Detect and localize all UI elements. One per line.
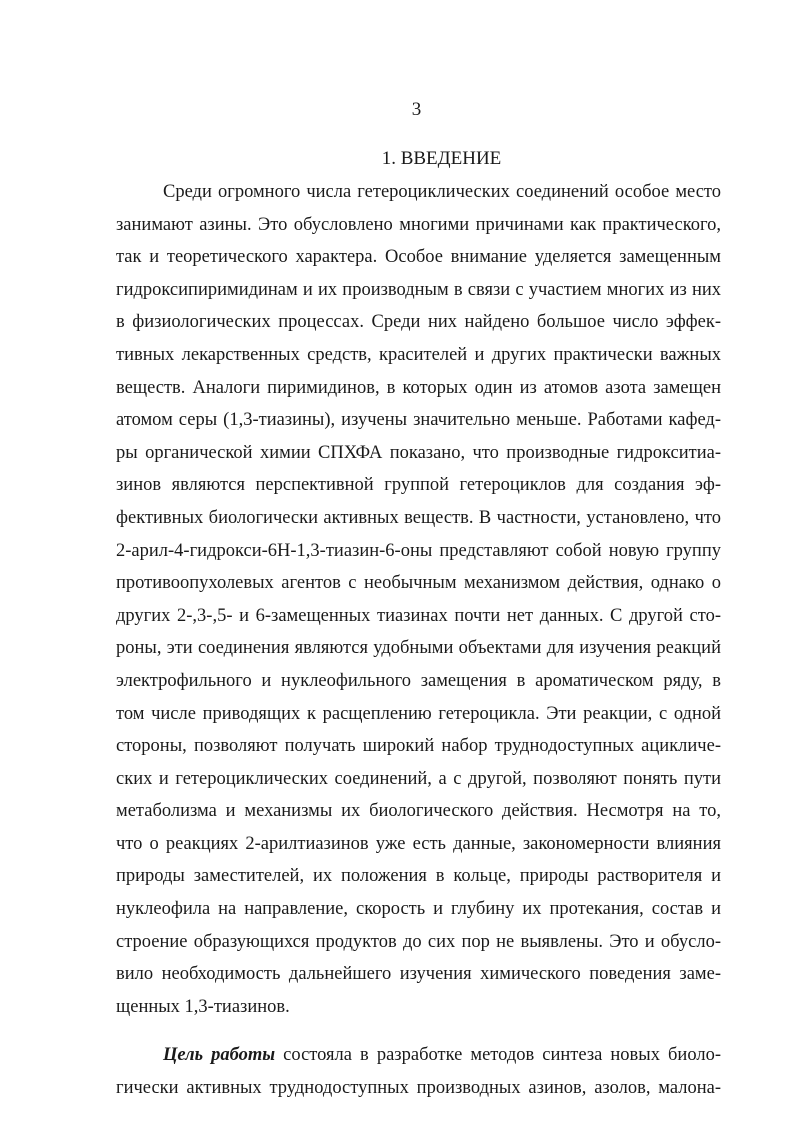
page-number: 3	[411, 99, 422, 120]
text-line: занимают азины. Это обусловлено многими причинами как практического,	[116, 214, 721, 235]
body-text	[116, 176, 721, 1105]
text-line: веществ. Аналоги пиримидинов, в которых один из атомов азота замещен	[116, 377, 721, 398]
text-line: природы заместителей, их положения в кольце, природы растворителя и	[116, 866, 721, 887]
text-line: так и теоретического характера. Особое внимание уделяется замещенным	[116, 247, 721, 268]
text-line: ских и гетероциклических соединений, а с другой, позволяют понять пути	[116, 768, 721, 789]
text-line: строение образующихся продуктов до сих пор не выявлены. Это и обусло-	[116, 931, 721, 952]
section-heading: 1. ВВЕДЕНИЕ	[381, 148, 502, 169]
text-line: метаболизма и механизмы их биологического действия. Несмотря на то,	[116, 801, 721, 822]
text-line: Среди огромного числа гетероциклических соединений особое место	[163, 182, 721, 202]
text-line: гидроксипиримидинам и их производным в связи с участием многих из них	[116, 279, 721, 300]
text-line: что о реакциях 2-арилтиазинов уже есть данные, закономерности влияния	[116, 833, 721, 854]
text-fragment: состояла в разработке методов синтеза новых биоло-	[275, 1045, 721, 1066]
goal-emphasis: Цель работы	[163, 1045, 276, 1066]
text-line: атомом серы (1,3-тиазины), изучены значительно меньше. Работами кафед-	[116, 410, 721, 431]
text-line: том числе приводящих к расщеплению гетероцикла. Эти реакции, с одной	[116, 703, 721, 724]
text-line: стороны, позволяют получать широкий набор труднодоступных ацикличе-	[116, 736, 721, 757]
text-line: в физиологических процессах. Среди них найдено большое число эффек-	[116, 312, 721, 333]
text-line: электрофильного и нуклеофильного замещения в ароматическом ряду, в	[116, 670, 721, 691]
text-line: вило необходимость дальнейшего изучения химического поведения заме-	[116, 964, 721, 985]
text-line	[116, 1039, 721, 1072]
text-line: зинов являются перспективной группой гетероциклов для создания эф-	[116, 475, 721, 496]
paragraph-gap	[116, 1023, 721, 1039]
text-line: тивных лекарственных средств, красителей и других практически важных	[116, 344, 721, 365]
text-line: гически активных труднодоступных производных азинов, азолов, малона-	[116, 1078, 721, 1099]
text-line: 2-арил-4-гидрокси-6Н-1,3-тиазин-6-оны представляют собой новую группу	[116, 540, 721, 561]
text-line: ры органической химии СПХФА показано, что производные гидрокситиа-	[116, 442, 721, 463]
text-line: щенных 1,3-тиазинов.	[116, 996, 290, 1017]
text-line: нуклеофила на направление, скорость и глубину их протекания, состав и	[116, 899, 721, 920]
text-line: фективных биологически активных веществ. В частности, установлено, что	[116, 507, 721, 528]
text-line: противоопухолевых агентов с необычным механизмом действия, однако о	[116, 573, 721, 594]
text-line: роны, эти соединения являются удобными объектами для изучения реакций	[116, 638, 721, 659]
text-line: других 2-,3-,5- и 6-замещенных тиазинах почти нет данных. С другой сто-	[116, 605, 721, 626]
